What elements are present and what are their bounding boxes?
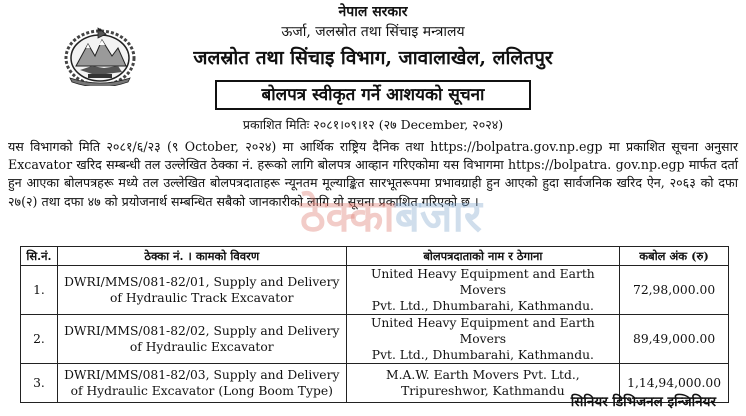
tender-table (20, 246, 729, 403)
header-serial: सि.नं. (21, 247, 58, 266)
table-row (21, 266, 729, 315)
row-amount: 89,49,000.00 (620, 315, 729, 364)
row-serial: 2. (21, 315, 58, 364)
published-date: प्रकाशित मितिः २०८१।०९।१२ (२७ December, २०२४) (242, 117, 504, 132)
row-serial: 1. (21, 266, 58, 315)
ministry-name: ऊर्जा, जलस्रोत तथा सिंचाइ मन्त्रालय (281, 24, 465, 40)
watermark-part1: ठेक्का (300, 191, 395, 242)
row-description: DWRI/MMS/081-82/03, Supply and Delivery of Hydraulic Excavator (Long Boom Type) (57, 364, 346, 403)
row-description: DWRI/MMS/081-82/01, Supply and Delivery of Hydraulic Track Excavator (57, 266, 346, 315)
header-amount: कबोल अंक (रु) (620, 247, 729, 266)
watermark (300, 192, 540, 242)
department-name: जलस्रोत तथा सिंचाइ विभाग, जावालाखेल, ललितपुर (193, 47, 553, 69)
signatory-title: सिनियर डिभिजनल इन्जिनियर (570, 394, 716, 410)
notice-header (0, 0, 746, 120)
row-bidder: M.A.W. Earth Movers Pvt. Ltd., Tripureshwor, Kathmandu (346, 364, 620, 403)
notice-title: बोलपत्र स्वीकृत गर्ने आशयको सूचना (215, 80, 531, 110)
row-amount: 72,98,000.00 (620, 266, 729, 315)
row-amount: 1,14,94,000.00 (620, 364, 729, 403)
header-description: ठेक्का नं. । कामको विवरण (57, 247, 346, 266)
watermark-part2: बजार (394, 191, 482, 242)
row-bidder: United Heavy Equipment and Earth Movers Pvt. Ltd., Dhumbarahi, Kathmandu. (346, 315, 620, 364)
table-row (21, 315, 729, 364)
row-bidder: United Heavy Equipment and Earth Movers Pvt. Ltd., Dhumbarahi, Kathmandu. (346, 266, 620, 315)
government-name: नेपाल सरकार (338, 4, 408, 20)
table-header-row (21, 247, 729, 266)
notice-body: यस विभागको मिति २०८१/६/२३ (९ October, २०२४) मा आर्थिक राष्ट्रिय दैनिक तथा https://bolpatra.gov.np.egp मा प्रकाशित सूचना अनुसार Excavator खरिद सम्बन्धी तल उल्लेखित ठेक्का नं. हरूको लागि बोलपत्र आव्हान गरिएकोमा यस विभागमा https://bolpatra. gov.np.egp मार्फत दर्ता हुन आएका बोलपत्रहरू मध्ये तल उल्लेखित बोलपत्रदाताहरू न्यूनतम मूल्याङ्कित सारभूतरूपमा प्रभावग्राही हुन आएको हुदा सार्वजनिक खरिद ऐन, २०६३ को दफा २७(२) तथा दफा ४७ को प्रयोजनार्थ सम्बन्धित सबैको जानकारीको लागि यो सूचना प्रकाशित गरिएको छ । (8, 139, 738, 209)
header-bidder: बोलपत्रदाताको नाम र ठेगाना (346, 247, 620, 266)
row-serial: 3. (21, 364, 58, 403)
row-description: DWRI/MMS/081-82/02, Supply and Delivery of Hydraulic Excavator (57, 315, 346, 364)
